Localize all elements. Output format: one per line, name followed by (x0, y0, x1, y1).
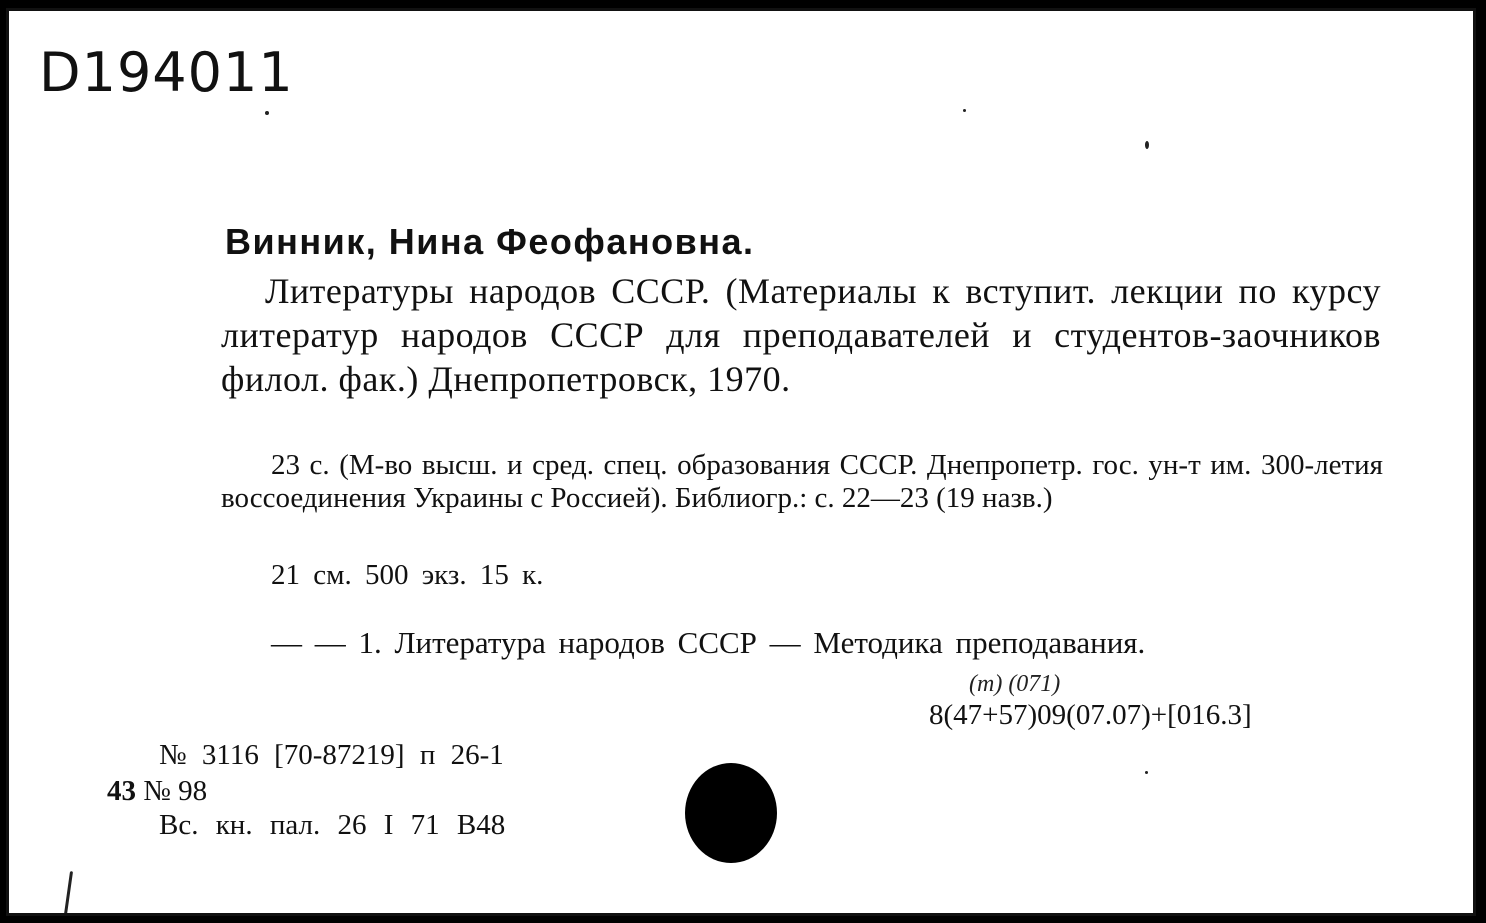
number-value: № 98 (143, 775, 208, 807)
ink-speck (1145, 141, 1149, 149)
ink-speck (1145, 771, 1148, 774)
handwritten-class-note: (т) (071) (969, 671, 1061, 697)
catalog-card (6, 8, 1476, 916)
title-description: Литературы народов СССР. (Материалы к вступит. лекции по курсу литератур народов СССР для преподавателей и студентов-заочников филол. фак.) Днепропетровск, 1970. (221, 271, 1381, 399)
accession-line: № 3116 [70-87219] п 26-1 (159, 739, 504, 771)
subject-heading: — — 1. Литература народов СССР — Методика преподавания. (271, 625, 1146, 660)
author-heading: Винник, Нина Феофановна. (225, 221, 755, 262)
catalog-number: D194011 (39, 41, 294, 104)
number-prefix: 43 (107, 775, 136, 807)
pencil-mark (64, 871, 73, 915)
ink-speck (963, 109, 966, 112)
ink-blot (685, 763, 777, 863)
number-line (107, 775, 207, 808)
publication-notes: 23 с. (М-во высш. и сред. спец. образования СССР. Днепропетр. гос. ун-т им. 300-летия воссоединения Украины с Россией). Библиогр.: с. 22—23 (19 назв.) (221, 449, 1383, 514)
ink-speck (265, 111, 269, 115)
classification-code: 8(47+57)09(07.07)+[016.3] (929, 699, 1252, 731)
chamber-line: Вс. кн. пал. 26 I 71 В48 (159, 809, 506, 841)
physical-description: 21 см. 500 экз. 15 к. (271, 559, 544, 591)
